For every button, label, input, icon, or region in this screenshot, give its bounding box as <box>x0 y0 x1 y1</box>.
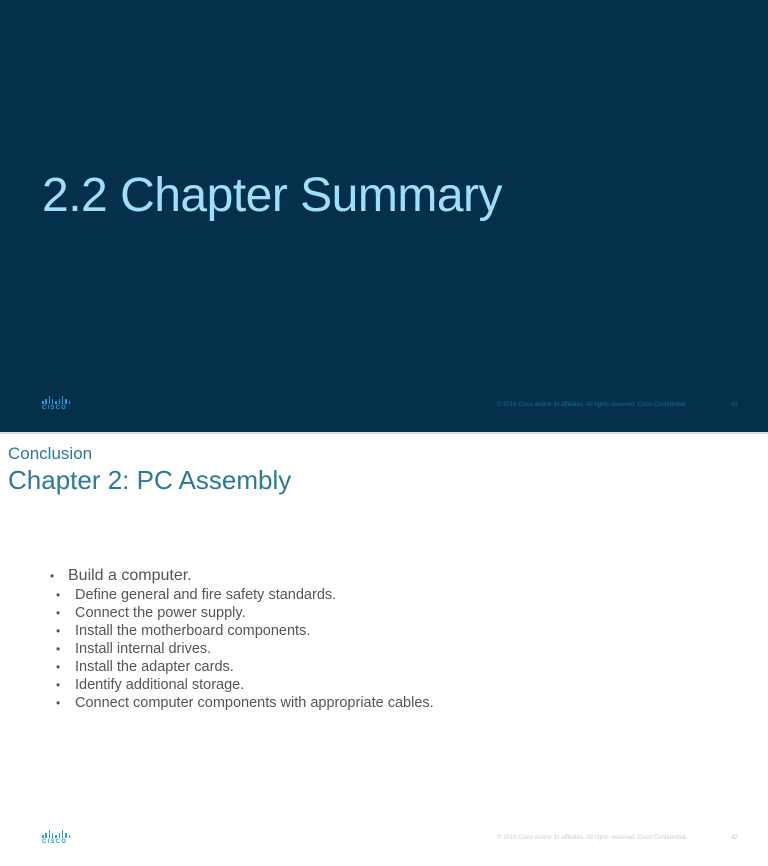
bullet-icon: • <box>56 678 61 692</box>
list-item: • Install the motherboard components. <box>56 623 311 639</box>
bullet-icon: • <box>56 660 61 674</box>
list-item: • Build a computer. <box>50 567 192 584</box>
cisco-logo-icon <box>42 396 72 412</box>
bullet-icon: • <box>56 624 61 638</box>
list-item: • Install the adapter cards. <box>56 659 234 675</box>
slide-title: Chapter 2: PC Assembly <box>8 465 292 495</box>
list-item: • Install internal drives. <box>56 641 212 657</box>
list-item: • Define general and fire safety standards. <box>56 587 337 603</box>
logo-wordmark: CISCO <box>42 839 68 845</box>
bullet-icon: • <box>50 569 55 583</box>
bullet-icon: • <box>56 642 61 656</box>
footer-copyright: © 2016 Cisco and/or its affiliates. All rights reserved. Cisco Confidential <box>497 402 686 408</box>
section-slide <box>0 0 768 432</box>
bullet-icon: • <box>56 588 61 602</box>
list-item: • Connect the power supply. <box>56 605 246 621</box>
bullet-icon: • <box>56 606 61 620</box>
list-item: • Connect computer components with appropriate cables. <box>56 695 434 711</box>
cisco-logo-icon <box>42 830 72 846</box>
page-number: 41 <box>731 402 738 408</box>
bullet-icon: • <box>56 696 61 710</box>
logo-wordmark: CISCO <box>42 405 68 411</box>
footer-copyright: © 2016 Cisco and/or its affiliates. All rights reserved. Cisco Confidential <box>497 835 686 841</box>
section-title: 2.2 Chapter Summary <box>42 169 503 222</box>
page-number: 42 <box>731 835 738 841</box>
list-item: • Identify additional storage. <box>56 677 245 693</box>
bullet-list <box>50 566 434 712</box>
slide-kicker: Conclusion <box>8 444 93 463</box>
content-slide <box>0 434 768 866</box>
